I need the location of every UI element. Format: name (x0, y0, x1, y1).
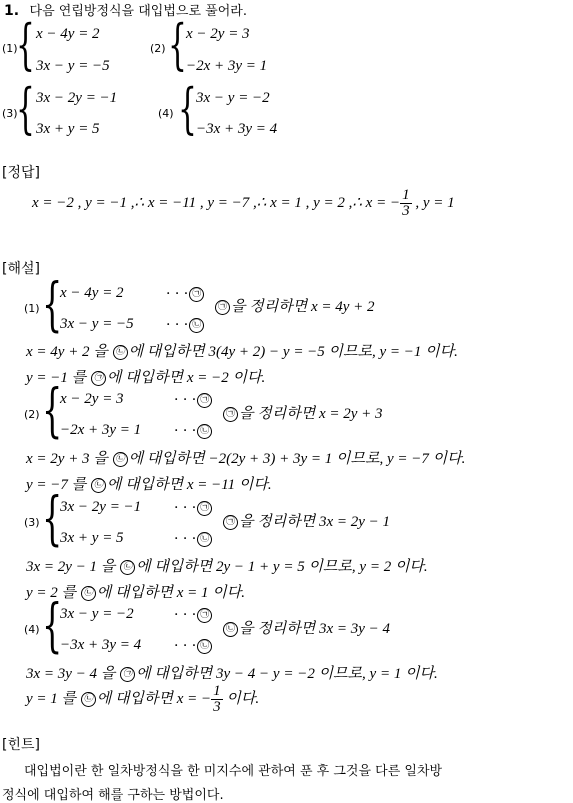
line-text: x = 2y + 3 을 (26, 451, 112, 467)
ellipsis: · · · (174, 392, 197, 408)
circled-mark-icon: ㉠ (197, 393, 212, 408)
circled-mark-icon: ㉡ (91, 478, 106, 493)
line-text: 에 대입하면 x = 1 이다. (96, 585, 245, 601)
circled-mark-icon: ㉡ (223, 622, 238, 637)
solution-line (26, 447, 465, 468)
fraction (211, 684, 223, 715)
note-text: 을 정리하면 3x = 2y − 1 (239, 514, 391, 530)
line-text: 에 대입하면 3(4y + 2) − y = −5 이므로, y = −1 이다. (128, 344, 458, 360)
brace-icon: { (42, 376, 63, 444)
line-text: 에 대입하면 −2(2y + 3) + 3y = 1 이므로, y = −7 이다. (128, 451, 466, 467)
ellipsis: · · · (174, 607, 197, 623)
solution-line (26, 473, 272, 494)
equation: −3x + 3y = 4 (60, 637, 142, 653)
circled-mark-icon: ㉡ (113, 452, 128, 467)
circled-mark-icon: ㉡ (197, 532, 212, 547)
circled-mark-icon: ㉡ (197, 424, 212, 439)
line-text: y = −1 를 (26, 370, 90, 386)
equation: x − 2y = 3 (186, 26, 250, 42)
line-text: 3x = 2y − 1 을 (26, 559, 120, 575)
line-text: 에 대입하면 x = − (96, 690, 212, 707)
equation: 3x − 2y = −1 (60, 499, 142, 515)
problem-item-label: (1) (2, 42, 18, 55)
equation-tag (174, 422, 213, 440)
equation-tag (174, 499, 213, 517)
fraction-denominator: 3 (213, 699, 221, 715)
problem-item-label: (3) (2, 107, 18, 120)
hint-header: [힌트] (2, 737, 40, 753)
circled-mark-icon: ㉡ (113, 345, 128, 360)
problem-item-label: (2) (150, 42, 166, 55)
circled-mark-icon: ㉠ (223, 407, 238, 422)
problem-header (4, 2, 247, 21)
brace-icon: { (42, 484, 63, 552)
note-text: 을 정리하면 3x = 3y − 4 (239, 621, 391, 637)
solution-note (214, 298, 375, 316)
circled-mark-icon: ㉠ (197, 608, 212, 623)
answer-line (32, 188, 455, 219)
line-text: y = 1 를 (26, 690, 80, 707)
circled-mark-icon: ㉠ (91, 371, 106, 386)
equation-tag (166, 316, 205, 334)
equation: 3x + y = 5 (60, 530, 124, 546)
equation: x − 2y = 3 (60, 391, 124, 407)
ellipsis: · · · (174, 500, 197, 516)
ellipsis: · · · (174, 638, 197, 654)
problem-item-label: (4) (158, 107, 174, 120)
equation: −2x + 3y = 1 (186, 58, 268, 74)
equation-tag (174, 606, 213, 624)
circled-mark-icon: ㉡ (197, 639, 212, 654)
equation: 3x − y = −2 (196, 90, 270, 106)
circled-mark-icon: ㉠ (215, 300, 230, 315)
line-text: y = −7 를 (26, 477, 90, 493)
brace-icon: { (16, 77, 35, 140)
line-text: x = 4y + 2 을 (26, 344, 112, 360)
equation: 3x + y = 5 (36, 121, 100, 137)
problem-instruction: 다음 연립방정식을 대입법으로 풀어라. (29, 4, 247, 19)
equation: 3x − y = −2 (60, 606, 134, 622)
circled-mark-icon: ㉠ (189, 287, 204, 302)
ellipsis: · · · (174, 531, 197, 547)
hint-line: 대입법이란 한 일차방정식을 한 미지수에 관하여 푼 후 그것을 다른 일차방 (24, 764, 443, 779)
solution-line (26, 555, 428, 576)
fraction (400, 188, 412, 219)
circled-mark-icon: ㉡ (120, 560, 135, 575)
ellipsis: · · · (166, 286, 189, 302)
brace-icon: { (42, 270, 63, 338)
circled-mark-icon: ㉠ (223, 515, 238, 530)
line-text: 에 대입하면 3y − 4 − y = −2 이므로, y = 1 이다. (136, 666, 438, 682)
circled-mark-icon: ㉡ (81, 692, 96, 707)
solution-note (222, 405, 383, 423)
ellipsis: · · · (174, 423, 197, 439)
equation-tag (174, 530, 213, 548)
solution-part-label: (2) (24, 408, 40, 421)
line-text: 에 대입하면 x = −11 이다. (106, 477, 272, 493)
equation-tag (174, 391, 213, 409)
circled-mark-icon: ㉠ (197, 501, 212, 516)
line-text: y = 2 를 (26, 585, 80, 601)
note-text: 을 정리하면 x = 2y + 3 (239, 406, 383, 422)
brace-icon: { (168, 13, 187, 76)
solution-note (222, 513, 390, 531)
solution-header: [해설] (2, 261, 40, 277)
solution-part-label: (1) (24, 302, 40, 315)
ellipsis: · · · (166, 317, 189, 333)
problem-number: 1. (4, 3, 20, 19)
brace-icon: { (178, 77, 197, 140)
equation: x − 4y = 2 (60, 285, 124, 301)
equation: 3x − y = −5 (60, 316, 134, 332)
fraction-numerator: 1 (402, 187, 410, 203)
answer-header: [정답] (2, 165, 40, 181)
equation: 3x − 2y = −1 (36, 90, 118, 106)
line-text: 3x = 3y − 4 을 (26, 666, 120, 682)
note-text: 을 정리하면 x = 4y + 2 (231, 299, 375, 315)
line-text: 에 대입하면 2y − 1 + y = 5 이므로, y = 2 이다. (136, 559, 428, 575)
solution-note (222, 620, 390, 638)
equation-tag (174, 637, 213, 655)
solution-line (26, 662, 438, 683)
fraction-denominator: 3 (402, 203, 410, 219)
circled-mark-icon: ㉡ (81, 586, 96, 601)
brace-icon: { (16, 13, 35, 76)
equation: 3x − y = −5 (36, 58, 110, 74)
solution-part-label: (3) (24, 516, 40, 529)
answer-text: x = −2 , y = −1 ,∴ x = −11 , y = −7 ,∴ x = 1 , y = 2 ,∴ x = − (32, 194, 401, 211)
solution-line (26, 684, 259, 715)
fraction-numerator: 1 (213, 683, 221, 699)
line-text: 이다. (222, 690, 260, 707)
equation: −2x + 3y = 1 (60, 422, 142, 438)
answer-text: , y = 1 (415, 194, 455, 211)
solution-part-label: (4) (24, 623, 40, 636)
hint-line: 정식에 대입하여 해를 구하는 방법이다. (2, 788, 224, 803)
solution-line (26, 340, 458, 361)
equation-tag (166, 285, 205, 303)
brace-icon: { (42, 591, 63, 659)
circled-mark-icon: ㉠ (120, 667, 135, 682)
line-text: 에 대입하면 x = −2 이다. (106, 370, 266, 386)
equation: −3x + 3y = 4 (196, 121, 278, 137)
equation: x − 4y = 2 (36, 26, 100, 42)
circled-mark-icon: ㉡ (189, 318, 204, 333)
